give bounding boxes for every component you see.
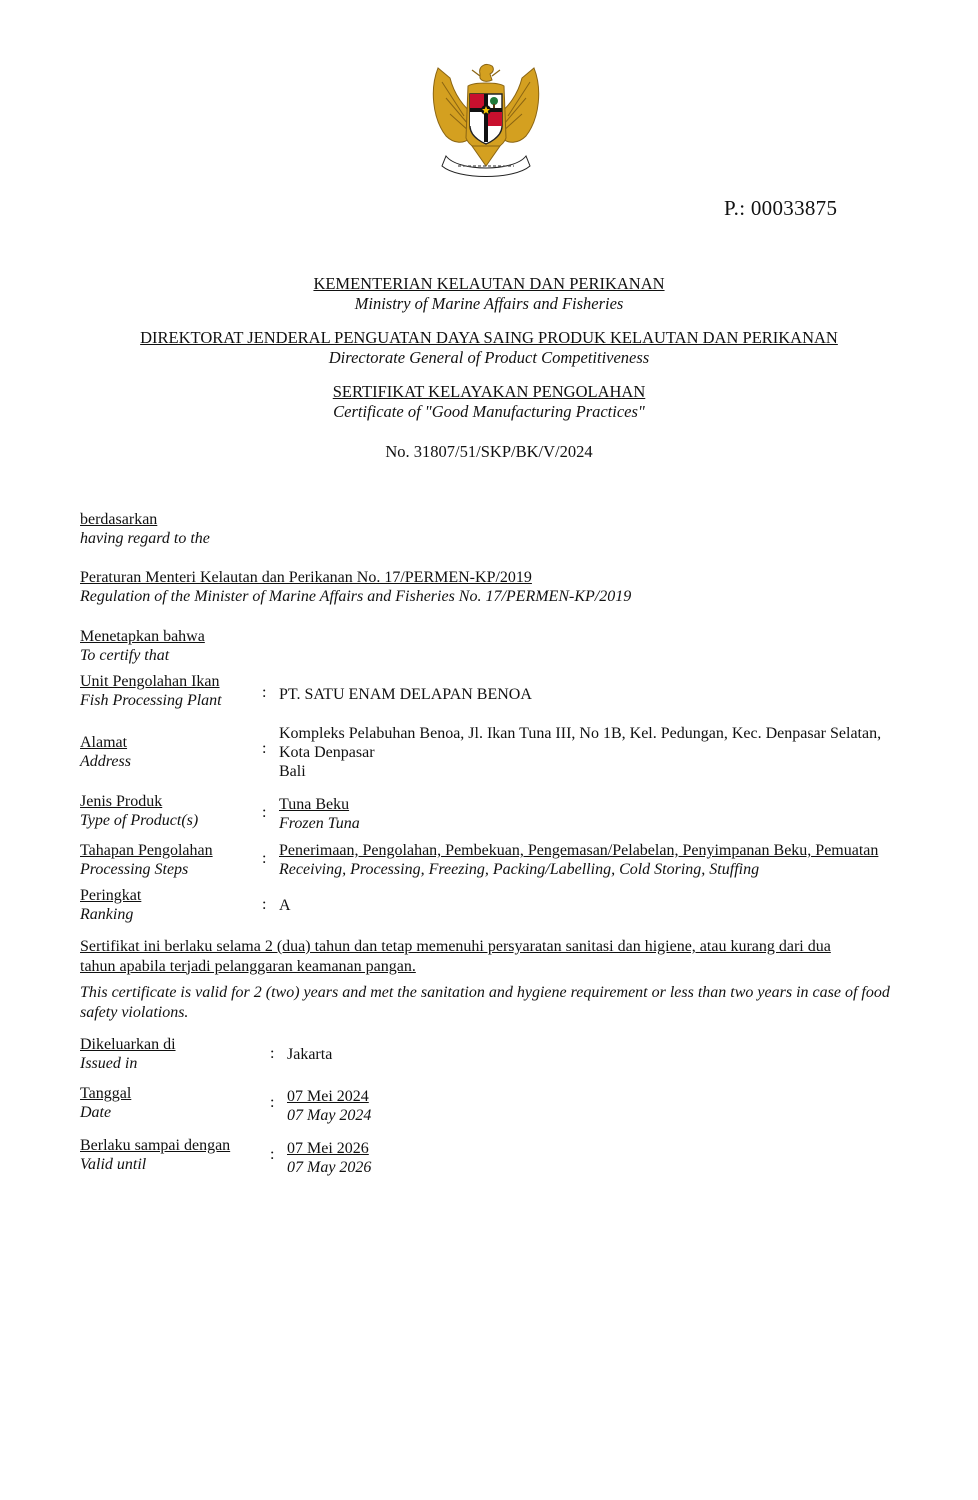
validity-text-en: This certificate is valid for 2 (two) years and met the sanitation and hygiene requirement or less than two years in case of food safety violations. [80,984,890,1021]
steps-value: Penerimaan, Pengolahan, Pembekuan, Pengemasan/Pelabelan, Penyimpanan Beku, Pemuatan [279,842,879,859]
certificate-heading [0,382,978,422]
ranking-label-en: Ranking [80,906,134,923]
directorate-title: DIREKTORAT JENDERAL PENGUATAN DAYA SAING PRODUK KELAUTAN DAN PERIKANAN [140,328,838,347]
ministry-title-en: Ministry of Marine Affairs and Fisheries [354,294,624,313]
steps-label-block [80,841,213,879]
issued-label-en: Issued in [80,1055,138,1072]
valid-until-label: Berlaku sampai dengan [80,1137,231,1154]
date-colon: : [270,1094,275,1111]
product-value-en: Frozen Tuna [279,815,360,832]
directorate-title-en: Directorate General of Product Competitiveness [328,348,650,367]
regard-label: berdasarkan [80,511,158,528]
steps-value-block [279,841,878,879]
ministry-title: KEMENTERIAN KELAUTAN DAN PERIKANAN [313,274,665,293]
regard-label-en: having regard to the [80,530,210,547]
address-colon: : [262,740,267,757]
garuda-emblem-icon [428,58,544,184]
plant-value: PT. SATU ENAM DELAPAN BENOA [279,686,532,703]
ranking-colon: : [262,896,267,913]
issued-colon: : [270,1045,275,1062]
regulation-text: Peraturan Menteri Kelautan dan Perikanan No. 17/PERMEN-KP/2019 [80,569,532,586]
address-label: Alamat [80,734,128,751]
date-label: Tanggal [80,1085,132,1102]
ranking-value: A [279,897,291,914]
certificate-number-text: No. 31807/51/SKP/BK/V/2024 [385,442,593,461]
valid-until-value: 07 Mei 2026 [287,1140,369,1157]
product-label-block [80,792,198,830]
certify-label-en: To certify that [80,647,170,664]
issued-value: Jakarta [287,1046,333,1063]
date-value-block [287,1087,371,1125]
address-line-3: Bali [279,763,306,780]
valid-until-value-en: 07 May 2026 [287,1159,372,1176]
steps-colon: : [262,850,267,867]
address-line-2: Kota Denpasar [279,744,375,761]
ranking-label-block [80,886,141,924]
valid-until-colon: : [270,1146,275,1163]
product-value-block [279,795,360,833]
plant-label: Unit Pengolahan Ikan [80,673,220,690]
serial-number: P.: 00033875 [724,196,838,220]
date-value-en: 07 May 2024 [287,1107,372,1124]
date-label-en: Date [80,1104,112,1121]
ministry-heading [0,274,978,314]
product-value: Tuna Beku [279,796,350,813]
date-value: 07 Mei 2024 [287,1088,369,1105]
certificate-number [0,442,978,462]
valid-until-label-en: Valid until [80,1156,147,1173]
date-label-block [80,1084,131,1122]
certify-label: Menetapkan bahwa [80,628,205,645]
address-label-en: Address [80,753,131,770]
certify-block [80,627,205,665]
address-value [279,724,919,781]
issued-label: Dikeluarkan di [80,1036,176,1053]
product-label: Jenis Produk [80,793,163,810]
valid-until-label-block [80,1136,230,1174]
address-label-block [80,733,131,771]
steps-label: Tahapan Pengolahan [80,842,213,859]
validity-text: Sertifikat ini berlaku selama 2 (dua) tahun dan tetap memenuhi persyaratan sanitasi dan higiene, atau kurang dari dua tahun apabila terjadi pelanggaran keamanan pangan. [80,938,831,975]
plant-label-en: Fish Processing Plant [80,692,222,709]
plant-label-block [80,672,222,710]
steps-value-en: Receiving, Processing, Freezing, Packing/Labelling, Cold Storing, Stuffing [279,861,760,878]
regulation-block [80,568,631,606]
directorate-heading [0,328,978,368]
issued-label-block [80,1035,176,1073]
regulation-text-en: Regulation of the Minister of Marine Affairs and Fisheries No. 17/PERMEN-KP/2019 [80,588,632,605]
regard-block [80,510,210,548]
plant-colon: : [262,684,267,701]
valid-until-value-block [287,1139,371,1177]
certificate-title-en: Certificate of "Good Manufacturing Practices" [333,402,645,421]
ranking-label: Peringkat [80,887,142,904]
product-label-en: Type of Product(s) [80,812,199,829]
address-line-1: Kompleks Pelabuhan Benoa, Jl. Ikan Tuna III, No 1B, Kel. Pedungan, Kec. Denpasar Selatan, [279,725,882,742]
product-colon: : [262,804,267,821]
certificate-title: SERTIFIKAT KELAYAKAN PENGOLAHAN [332,382,646,401]
steps-label-en: Processing Steps [80,861,189,878]
